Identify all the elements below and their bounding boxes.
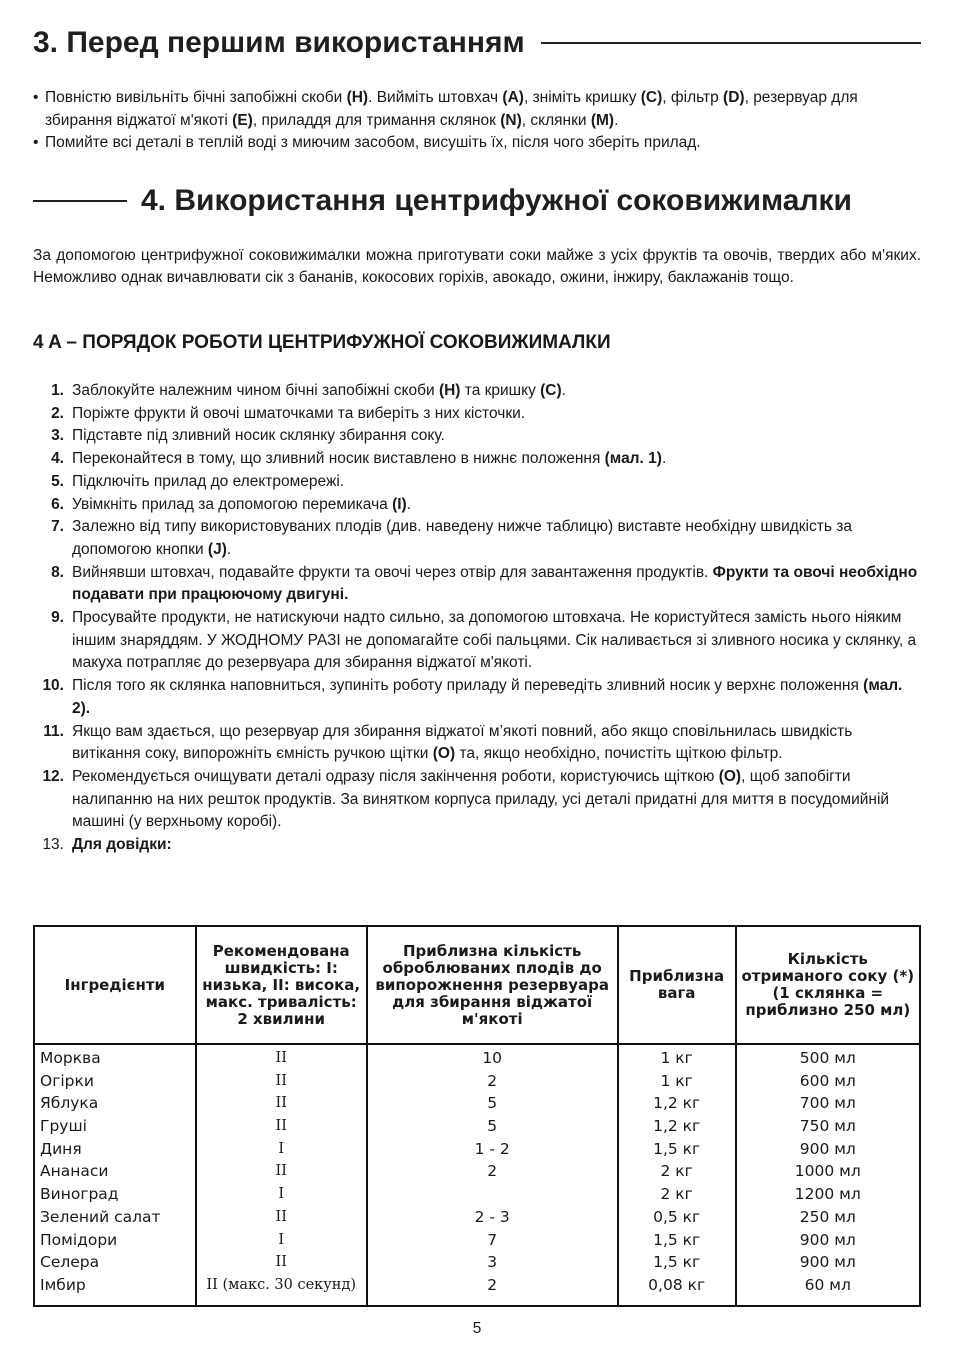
text-run: , резервуар для збирання віджатої м'якоті xyxy=(45,89,858,129)
step-text xyxy=(64,562,921,607)
section-3-bullet-list xyxy=(33,87,921,155)
bold-text: (O) xyxy=(432,745,456,763)
step-number: 2. xyxy=(51,404,64,422)
bold-text: (E) xyxy=(232,111,253,129)
table-cell: 5 xyxy=(487,1094,498,1113)
table-cell: 700 мл xyxy=(799,1094,856,1113)
text-run: Увімкніть прилад за допомогою перемикача xyxy=(72,495,393,513)
table-cell: 60 мл xyxy=(804,1275,851,1294)
text-run: Вийнявши штовхач, подавайте фрукти та овочі через отвір для завантаження продуктів. xyxy=(72,563,713,581)
heading-rule xyxy=(33,200,127,202)
step-text xyxy=(64,766,921,834)
bullet-icon: • xyxy=(33,89,39,106)
text-run: Переконайтеся в тому, що зливний носик виставлено в нижнє положення xyxy=(72,450,605,468)
step-item xyxy=(33,403,921,426)
bold-text: (H) xyxy=(346,89,369,106)
table-cell: II xyxy=(275,1118,287,1135)
step-number: 10. xyxy=(42,677,64,695)
speed-column xyxy=(196,1044,367,1306)
table-cell: 7 xyxy=(487,1230,498,1249)
table-cell: 900 мл xyxy=(799,1253,856,1272)
text-run: . xyxy=(661,450,667,468)
text-run: Після того як склянка наповниться, зупиніть роботу приладу й переведіть зливний носик у верхнє положення xyxy=(72,677,864,695)
section-3-heading xyxy=(33,26,921,60)
text-run: , фільтр xyxy=(662,89,724,106)
bold-text: (I) xyxy=(392,495,407,513)
table-cell: 1,5 кг xyxy=(653,1253,701,1272)
table-cell: 1,2 кг xyxy=(653,1094,701,1113)
step-item xyxy=(33,766,921,834)
step-number: 4. xyxy=(51,450,64,468)
table-cell: II xyxy=(275,1254,287,1271)
table-cell: Зелений салат xyxy=(40,1207,161,1226)
text-run: Підставте під зливний носик склянку збирання соку. xyxy=(72,427,445,445)
step-item xyxy=(33,675,921,720)
bold-text: (D) xyxy=(723,89,745,106)
page-number: 5 xyxy=(472,1320,482,1337)
table-cell: I xyxy=(278,1140,285,1157)
bold-text: (N) xyxy=(500,111,522,129)
step-text xyxy=(64,834,921,857)
table-cell: 1,5 кг xyxy=(653,1230,701,1249)
table-cell: 2 xyxy=(487,1162,498,1181)
weight-column xyxy=(618,1044,736,1306)
table-cell: 900 мл xyxy=(799,1139,856,1158)
header-juice-yield: Кількість отриманого соку (*) (1 склянка = приблизно 250 мл) xyxy=(736,926,920,1044)
step-text xyxy=(64,607,921,675)
table-cell: 0,5 кг xyxy=(653,1207,701,1226)
table-cell: I xyxy=(278,1186,285,1203)
text-run: Просувайте продукти, не натискуючи надто сильно, за допомогою штовхача. Не користуйтеся замість нього ніяким іншим знаряддям. У ЖОДНОМУ РАЗІ не допомагайте собі пальцями. Сік наливається зі зливного носика у склянку, а макуха потрапляє до резервуара для збирання віджатої м'якоті. xyxy=(72,609,917,672)
bullet-icon: • xyxy=(33,134,39,151)
heading-rule xyxy=(541,42,921,44)
bold-text: (мал. 1) xyxy=(604,450,662,468)
step-item xyxy=(33,562,921,607)
bold-text: (M) xyxy=(590,111,615,129)
table-cell: Груші xyxy=(40,1117,87,1136)
step-number: 13. xyxy=(42,836,64,854)
table-cell: 2 xyxy=(487,1275,498,1294)
steps-list xyxy=(33,380,921,857)
text-run: , склянки xyxy=(521,111,591,129)
table-cell: 600 мл xyxy=(799,1071,856,1090)
step-item xyxy=(33,516,921,561)
text-run: Підключіть прилад до електромережі. xyxy=(72,472,345,490)
table-cell: 1,5 кг xyxy=(653,1139,701,1158)
step-number: 5. xyxy=(51,472,64,490)
bold-text: Для довідки: xyxy=(72,836,172,854)
table-cell: 2 кг xyxy=(660,1185,693,1204)
section-3-title: 3. Перед першим використанням xyxy=(33,26,525,59)
text-run: Поріжте фрукти й овочі шматочками та виберіть з них кісточки. xyxy=(72,404,526,422)
text-run: , приладдя для тримання склянок xyxy=(252,111,501,129)
step-number: 1. xyxy=(51,382,64,399)
step-item xyxy=(33,448,921,471)
table-cell: Виноград xyxy=(40,1185,119,1204)
table-header-row xyxy=(34,926,920,1044)
table-cell: II xyxy=(275,1072,287,1089)
table-cell: 1 кг xyxy=(660,1071,693,1090)
header-speed: Рекомендована швидкість: I: низька, II: висока, макс. тривалість: 2 хвилини xyxy=(196,926,367,1044)
table-cell: 250 мл xyxy=(799,1207,856,1226)
bold-text: (H) xyxy=(438,382,461,399)
bold-text: (O) xyxy=(718,767,742,785)
table-cell: 1 - 2 xyxy=(474,1139,510,1158)
table-cell: II (макс. 30 секунд) xyxy=(206,1276,357,1293)
step-text xyxy=(64,380,921,403)
table-cell: 10 xyxy=(482,1049,503,1067)
step-number: 11. xyxy=(43,722,64,740)
step-item xyxy=(33,471,921,494)
step-text xyxy=(64,448,921,471)
bold-text: Фрукти та овочі необхідно подавати при працюючому двигуні. xyxy=(72,563,918,604)
step-number: 9. xyxy=(51,609,64,627)
text-run: . xyxy=(561,382,566,399)
ingredient-column xyxy=(34,1044,196,1306)
table-cell: Огірки xyxy=(40,1071,94,1090)
quantity-column xyxy=(367,1044,618,1306)
table-cell: 750 мл xyxy=(799,1117,856,1136)
step-text xyxy=(64,471,921,494)
header-quantity: Приблизна кількість оброблюваних плодів до випорожнення резервуара для збирання віджатої м'якоті xyxy=(367,926,618,1044)
bold-text: (J) xyxy=(207,540,227,558)
step-text xyxy=(64,721,921,766)
table-cell: Диня xyxy=(40,1139,82,1158)
table-cell: Морква xyxy=(40,1049,101,1067)
text-run: . xyxy=(226,540,232,558)
step-number: 7. xyxy=(51,518,64,536)
bullet-item xyxy=(33,132,921,155)
table-cell: II xyxy=(275,1095,287,1112)
section-4-title: 4. Використання центрифужної соковижималки xyxy=(141,184,852,217)
bold-text: (мал. 2). xyxy=(72,677,903,717)
text-run: та, якщо необхідно, почистіть щіткою фільтр. xyxy=(455,745,783,763)
table-cell: 3 xyxy=(487,1253,498,1272)
table-cell: Яблука xyxy=(40,1094,99,1113)
text-run: Якщо вам здається, що резервуар для збирання віджатої м’якоті повний, або якщо сповільнилась швидкість витікання соку, випорожніть ємність ручкою щітки xyxy=(72,722,853,763)
step-text xyxy=(64,516,921,561)
table-cell xyxy=(372,1183,613,1206)
bold-text: (C) xyxy=(640,89,663,106)
table-cell: 0,08 кг xyxy=(648,1275,706,1294)
bold-text: (A) xyxy=(502,89,524,106)
step-item xyxy=(33,607,921,675)
text-run: . xyxy=(406,495,412,513)
table-body xyxy=(34,1044,920,1306)
step-number: 3. xyxy=(51,427,64,445)
text-run: , щоб запобігти налипанню на них решток продуктів. За винятком корпуса приладу, усі деталі придатні для миття в посудомийній машині (у верхньому коробі). xyxy=(72,767,890,831)
table-cell: Помідори xyxy=(40,1230,118,1249)
step-text xyxy=(64,403,921,426)
table-cell: II xyxy=(275,1050,287,1066)
header-weight: Приблизна вага xyxy=(618,926,736,1044)
step-item xyxy=(33,380,921,403)
text-run: Помийте всі деталі в теплій воді з миючим засобом, висушіть їх, після чого зберіть прилад. xyxy=(45,134,701,151)
text-run: , зніміть кришку xyxy=(523,89,641,106)
step-item xyxy=(33,494,921,517)
table-cell: 900 мл xyxy=(799,1230,856,1249)
text-run: Рекомендується очищувати деталі одразу після закінчення роботи, користуючись щіткою xyxy=(72,767,719,785)
table-cell: 1,2 кг xyxy=(653,1117,701,1136)
step-text xyxy=(64,675,921,720)
bullet-item xyxy=(33,87,921,132)
step-item xyxy=(33,721,921,766)
table-cell: II xyxy=(275,1208,287,1225)
text-run: Залежно від типу використовуваних плодів (див. наведену нижче таблицю) виставте необхідну швидкість за допомогою кнопки xyxy=(72,518,852,558)
table-cell: 2 - 3 xyxy=(474,1207,510,1226)
step-number: 8. xyxy=(51,563,64,581)
table-cell: Селера xyxy=(40,1253,100,1272)
juice-reference-table xyxy=(33,925,921,1307)
text-run: Повністю вивільніть бічні запобіжні скоби xyxy=(45,89,347,106)
bold-text: (C) xyxy=(540,382,562,399)
text-run: . xyxy=(614,111,619,129)
table-cell: Імбир xyxy=(40,1275,86,1294)
table-cell: II xyxy=(275,1163,287,1180)
step-text xyxy=(64,425,921,448)
juice-column xyxy=(736,1044,920,1306)
step-number: 6. xyxy=(51,495,64,513)
step-item xyxy=(33,834,921,857)
step-text xyxy=(64,494,921,517)
text-run: . Вийміть штовхач xyxy=(368,89,503,106)
table-cell: 2 xyxy=(487,1071,498,1090)
section-4-heading xyxy=(33,184,921,218)
table-cell: I xyxy=(278,1231,285,1248)
table-cell: 1 кг xyxy=(660,1049,693,1067)
section-4-intro: За допомогою центрифужної соковижималки можна приготувати соки майже з усіх фруктів та овочів, твердих або м'яких. Неможливо однак вичавлювати сік з бананів, кокосових горіхів, авокадо, ожини, інжиру, баклажанів тощо. xyxy=(33,247,921,286)
step-item xyxy=(33,425,921,448)
table-cell: 500 мл xyxy=(799,1049,856,1067)
text-run: та кришку xyxy=(460,382,541,399)
table-cell: 1200 мл xyxy=(794,1185,861,1204)
table-cell: Ананаси xyxy=(40,1162,109,1181)
text-run: Заблокуйте належним чином бічні запобіжні скоби xyxy=(72,382,439,399)
table-cell: 5 xyxy=(487,1117,498,1136)
table-cell: 1000 мл xyxy=(794,1162,861,1181)
subsection-title: 4 A – ПОРЯДОК РОБОТИ ЦЕНТРИФУЖНОЇ СОКОВИЖИМАЛКИ xyxy=(33,332,611,353)
header-ingredients: Інгредієнти xyxy=(34,926,196,1044)
step-number: 12. xyxy=(42,767,64,785)
table-cell: 2 кг xyxy=(660,1162,693,1181)
